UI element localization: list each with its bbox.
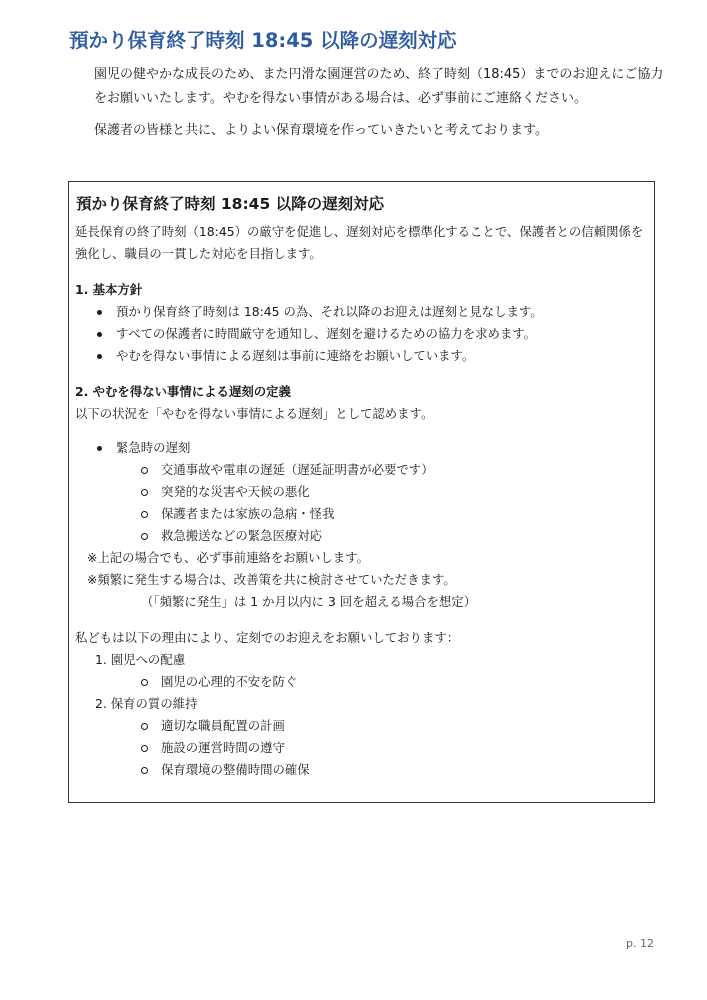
- reason-label: 2. 保育の質の維持: [95, 696, 198, 711]
- policy-box-title: 預かり保育終了時刻 18:45 以降の遅刻対応: [76, 195, 385, 213]
- sublist-item: 救急搬送などの緊急医療対応: [75, 525, 647, 547]
- list-item: 預かり保育終了時刻は 18:45 の為、それ以降のお迎えは遅刻と見なします。: [75, 301, 647, 323]
- policy-lead: 延長保育の終了時刻（18:45）の厳守を促進し、遅刻対応を標準化することで、保護者との信頼関係を強化し、職員の一貫した対応を目指します。: [75, 224, 644, 261]
- list-item: やむを得ない事情による遅刻は事前に連絡をお願いしています。: [75, 345, 647, 367]
- sublist-item: 施設の運営時間の遵守: [75, 737, 647, 759]
- policy-box: [68, 181, 655, 803]
- list-item: すべての保護者に時間厳守を通知し、遅刻を避けるための協力を求めます。: [75, 323, 647, 345]
- basic-policy-list: [75, 301, 647, 367]
- note-text: （「頻繁に発生」は 1 か月以内に 3 回を超える場合を想定）: [141, 594, 477, 609]
- policy-box-body: [75, 221, 647, 781]
- reason-sublist: [75, 715, 647, 781]
- section-heading-definition: 2. やむを得ない事情による遅刻の定義: [75, 384, 291, 399]
- sublist-item: 適切な職員配置の計画: [75, 715, 647, 737]
- reasons-lead: 私どもは以下の理由により、定刻でのお迎えをお願いしております：: [75, 630, 460, 645]
- note-text: ※上記の場合でも、必ず事前連絡をお願いします。: [87, 550, 369, 565]
- reason-sublist: [75, 671, 647, 693]
- emergency-list: [75, 437, 647, 459]
- section-heading-basic-policy: 1. 基本方針: [75, 282, 143, 297]
- intro-text: [94, 63, 664, 143]
- list-item: [75, 649, 647, 693]
- list-item: 緊急時の遅刻: [75, 437, 647, 459]
- note-text: ※頻繁に発生する場合は、改善策を共に検討させていただきます。: [87, 572, 456, 587]
- sublist-item: 園児の心理的不安を防ぐ: [75, 671, 647, 693]
- definition-lead: 以下の状況を「やむを得ない事情による遅刻」として認めます。: [75, 406, 434, 421]
- list-item: [75, 693, 647, 781]
- sublist-item: 保育環境の整備時間の確保: [75, 759, 647, 781]
- intro-paragraph: 園児の健やかな成長のため、また円滑な園運営のため、終了時刻（18:45）までのお迎えにご協力をお願いいたします。やむを得ない事情がある場合は、必ず事前にご連絡ください。: [94, 67, 664, 106]
- sublist-item: 保護者または家族の急病・怪我: [75, 503, 647, 525]
- page-title: 預かり保育終了時刻 18:45 以降の遅刻対応: [69, 29, 457, 52]
- page-number: p. 12: [626, 937, 654, 950]
- reason-label: 1. 園児への配慮: [95, 652, 186, 667]
- sublist-item: 突発的な災害や天候の悪化: [75, 481, 647, 503]
- reasons-list: [75, 649, 647, 781]
- intro-paragraph: 保護者の皆様と共に、よりよい保育環境を作っていきたいと考えております。: [94, 123, 548, 138]
- sublist-item: 交通事故や電車の遅延（遅延証明書が必要です）: [75, 459, 647, 481]
- emergency-sublist: [75, 459, 647, 547]
